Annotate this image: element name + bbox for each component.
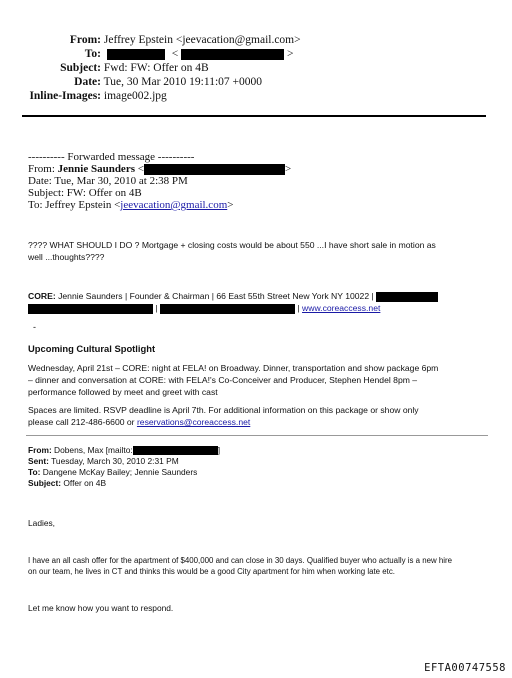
redaction-block [181, 49, 284, 60]
forwarded-banner: ---------- Forwarded message ---------- [28, 151, 195, 163]
body-p1-line2: on our team, he lives in CT and thinks this would be a good City apartment for him when working late etc. [28, 567, 395, 576]
inner-from-row [28, 445, 220, 455]
header-from-row [0, 34, 301, 46]
signature-line-1 [28, 291, 438, 302]
header-divider [22, 115, 486, 117]
forwarded-from-gt: > [284, 163, 292, 175]
question-line-2: well ...thoughts???? [28, 252, 105, 262]
spotlight-p1-line3: performance followed by meet and greet with cast [28, 387, 218, 397]
header-date-value: Tue, 30 Mar 2010 19:11:07 +0000 [103, 76, 263, 88]
signature-website-link[interactable]: www.coreaccess.net [302, 303, 381, 313]
header-from-label: From: [69, 34, 101, 46]
forwarded-to-email-link[interactable]: jeevacation@gmail.com [120, 199, 228, 211]
spotlight-heading: Upcoming Cultural Spotlight [28, 343, 156, 354]
body-p1-line1: I have an all cash offer for the apartment of $400,000 and can close in 30 days. Qualified buyer who actually is a new hire [28, 556, 453, 565]
redaction-block [144, 164, 285, 175]
header-inline-label: Inline-Images: [29, 90, 101, 102]
signature-pipe: | [155, 303, 158, 313]
header-to-lt: < [171, 48, 179, 60]
inner-subject-row [28, 478, 106, 488]
body-greeting: Ladies, [28, 518, 56, 528]
forwarded-date: Date: Tue, Mar 30, 2010 at 2:38 PM [28, 175, 188, 187]
redaction-block [28, 304, 153, 314]
redaction-block [160, 304, 295, 314]
forwarded-to-suffix: > [227, 199, 234, 211]
inner-from-value: Dobens, Max [mailto: [51, 445, 133, 455]
inner-divider [26, 435, 488, 436]
header-to-gt: > [287, 48, 294, 60]
separator-dash: - [33, 322, 36, 332]
reservations-email-link[interactable]: reservations@coreaccess.net [136, 417, 251, 427]
header-to-label: To: [84, 48, 101, 60]
redaction-block [133, 445, 221, 455]
header-subject-label: Subject: [60, 62, 101, 74]
header-inline-value: image002.jpg [103, 90, 167, 102]
inner-sent-row [28, 456, 179, 466]
inner-subject-value: Offer on 4B [61, 478, 107, 488]
header-date-label: Date: [74, 76, 101, 88]
inner-to-label: To: [28, 467, 41, 477]
signature-text: Jennie Saunders | Founder & Chairman | 66 East 55th Street New York NY 10022 | [55, 291, 374, 301]
forwarded-to-row [28, 199, 233, 211]
signature-line-2 [28, 303, 380, 314]
forwarded-to-prefix: To: Jeffrey Epstein < [28, 199, 121, 211]
inner-sent-value: Tuesday, March 30, 2010 2:31 PM [48, 456, 179, 466]
forwarded-from-name: Jennie Saunders [57, 163, 135, 175]
forwarded-from-row [28, 163, 291, 175]
forwarded-subject: Subject: FW: Offer on 4B [28, 187, 142, 199]
spotlight-call-text: please call 212-486-6600 or [28, 417, 137, 427]
inner-sent-label: Sent: [28, 456, 49, 466]
inner-to-value: Dangene McKay Bailey; Jennie Saunders [40, 467, 198, 477]
signature-pipe: | [297, 303, 300, 313]
forwarded-from-label: From: [28, 163, 55, 175]
inner-from-label: From: [28, 445, 52, 455]
header-from-value: Jeffrey Epstein <jeevacation@gmail.com> [103, 34, 301, 46]
header-subject-row [0, 62, 209, 74]
inner-to-row [28, 467, 197, 477]
spotlight-p1-line2: – dinner and conversation at CORE: with FELA!'s Co-Conceiver and Producer, Stephen Hendel 8pm – [28, 375, 418, 385]
redaction-block [107, 49, 165, 60]
header-inline-row [0, 90, 167, 102]
forwarded-from-lt: < [137, 163, 144, 175]
header-subject-value: Fwd: FW: Offer on 4B [103, 62, 209, 74]
header-date-row [0, 76, 262, 88]
signature-core-label: CORE: [28, 291, 56, 301]
body-closing: Let me know how you want to respond. [28, 603, 174, 613]
redaction-block [376, 292, 438, 302]
spotlight-p1-line1: Wednesday, April 21st – CORE: night at FELA! on Broadway. Dinner, transportation and show package 6pm [28, 363, 439, 373]
spotlight-p2-line2 [28, 417, 250, 427]
document-id: EFTA00747558 [424, 662, 506, 674]
header-to-row [0, 48, 294, 60]
inner-subject-label: Subject: [28, 478, 62, 488]
question-line-1: ???? WHAT SHOULD I DO ? Mortgage + closing costs would be about 550 ...I have short sale in motion as [28, 240, 436, 250]
spotlight-p2-line1: Spaces are limited. RSVP deadline is April 7th. For additional information on this package or show only [28, 405, 419, 415]
inner-from-close: ] [217, 445, 221, 455]
